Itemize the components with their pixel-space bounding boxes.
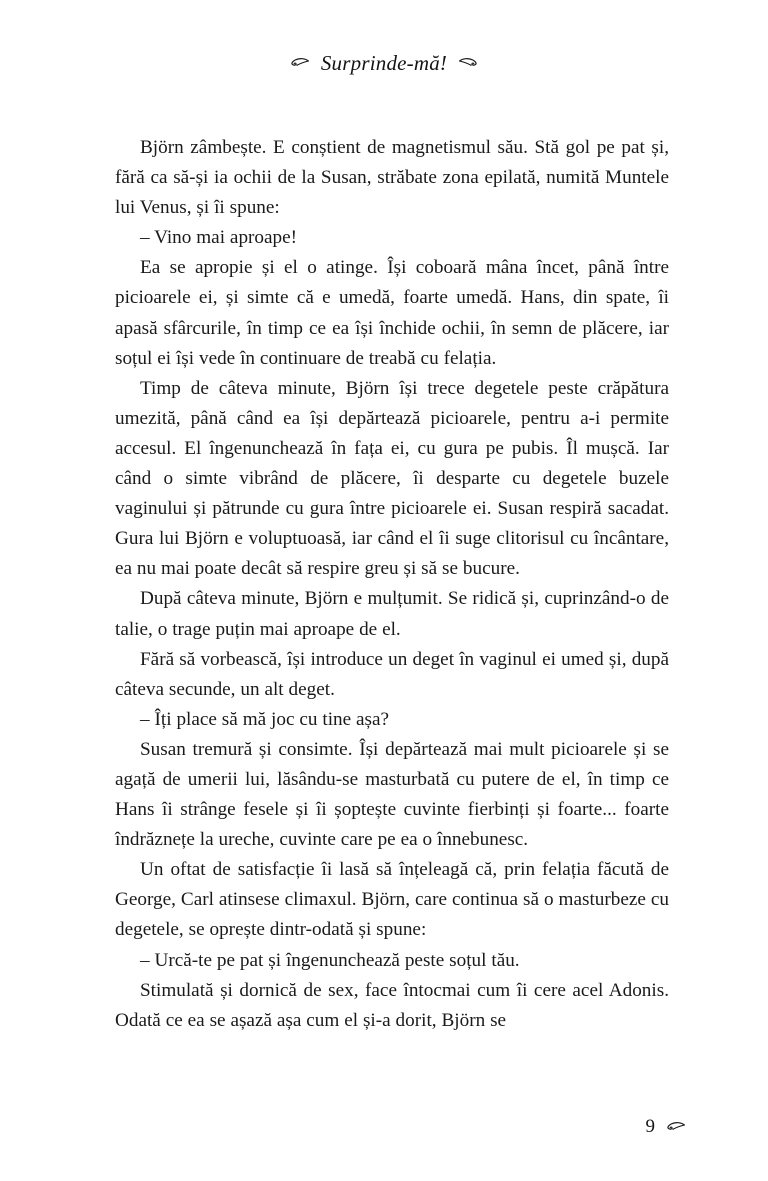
paragraph: Stimulată și dornică de sex, face întocmai cum îi cere acel Adonis. Odată ce ea se așază așa cum el și-a dorit, Björn se	[115, 979, 669, 1031]
flourish-ornament-folio	[664, 1121, 686, 1133]
paragraph-dialogue: – Îți place să mă joc cu tine așa?	[140, 708, 390, 730]
flourish-ornament-right	[458, 57, 480, 69]
paragraph-dialogue: – Vino mai aproape!	[140, 227, 298, 249]
paragraph: Björn zâmbește. E conștient de magnetismul său. Stă gol pe pat și, fără ca să-și ia ochii de la Susan, străbate zona epilată, numită Muntele lui Venus, și îi spune:	[115, 137, 669, 219]
page-folio	[0, 1113, 768, 1141]
running-head-title: Surprinde-mă!	[320, 50, 448, 75]
paragraph: Fără să vorbească, își introduce un deget în vaginul ei umed și, după câteva secunde, un alt deget.	[115, 648, 669, 700]
flourish-ornament-left	[288, 57, 310, 69]
paragraph: După câteva minute, Björn e mulțumit. Se ridică și, cuprinzând-o de talie, o trage puțin mai aproape de el.	[115, 588, 669, 640]
page-number: 9	[645, 1116, 655, 1137]
paragraph-dialogue: – Urcă-te pe pat și îngenunchează peste soțul tău.	[140, 949, 520, 971]
paragraph: Un oftat de satisfacție îi lasă să înțeleagă că, prin felația făcută de George, Carl atinsese climaxul. Björn, care continua să o masturbeze cu degetele, se oprește dintr-odată și spune:	[115, 859, 669, 941]
paragraph: Timp de câteva minute, Björn își trece degetele peste crăpătura umezită, până când ea își depărtează picioarele, pentru a-i permite accesul. El îngenunchează în fața ei, cu gura pe pubis. Îl mușcă. Iar când o simte vibrând de plăcere, îi desparte cu degetele buzele vaginului și pătrunde cu gura între picioarele ei. Susan respiră sacadat. Gura lui Björn e voluptuoasă, iar când el îi suge clitorisul cu încântare, ea nu mai poate decât să respire greu și să se bucure.	[115, 377, 669, 580]
body-text	[115, 133, 669, 1036]
running-head	[0, 48, 768, 78]
paragraph: Ea se apropie și el o atinge. Își coboară mâna încet, până între picioarele ei, și simte că e umedă, foarte umedă. Hans, din spate, îi apasă sfârcurile, în timp ce ea își închide ochii, în semn de plăcere, iar soțul ei își vede în continuare de treabă cu felația.	[115, 257, 669, 369]
paragraph: Susan tremură și consimte. Își depărtează mai mult picioarele și se agață de umerii lui, lăsându-se masturbată cu putere de el, în timp ce Hans îi strânge fesele și îi șoptește cuvinte fierbinți și foarte... foarte îndrăznețe la ureche, cuvinte care pe ea o înnebunesc.	[115, 738, 669, 851]
